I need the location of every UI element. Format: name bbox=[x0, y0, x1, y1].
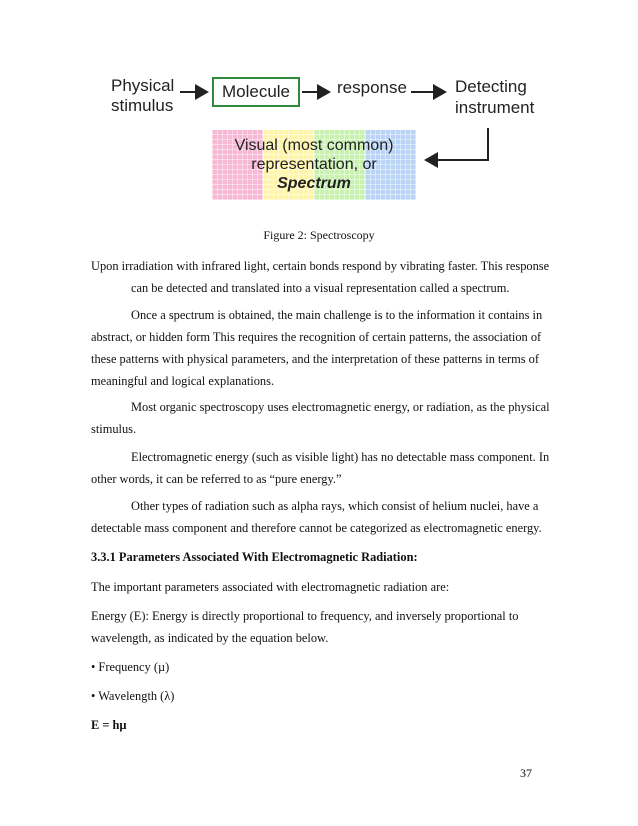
energy-line2: wavelength, as indicated by the equation below. bbox=[91, 631, 329, 645]
p5-line2: detectable mass component and therefore cannot be categorized as electromagnetic energy. bbox=[91, 521, 542, 535]
energy-equation: E = hµ bbox=[91, 718, 127, 732]
section-heading: 3.3.1 Parameters Associated With Electromagnetic Radiation: bbox=[91, 550, 418, 564]
intro-text: The important parameters associated with electromagnetic radiation are: bbox=[91, 580, 450, 594]
bullet-frequency: • Frequency (µ) bbox=[91, 660, 170, 674]
p2-line1: Once a spectrum is obtained, the main challenge is to the information it contains in bbox=[131, 308, 543, 322]
energy-line1: Energy (E): Energy is directly proportional to frequency, and inversely proportional to bbox=[91, 609, 519, 623]
p2-line3: these patterns with physical parameters, and the interpretation of these patterns in terms of bbox=[91, 352, 539, 366]
p4-line2: other words, it can be referred to as “pure energy.” bbox=[91, 472, 342, 486]
bullet-wavelength: • Wavelength (λ) bbox=[91, 689, 175, 703]
p4-line1: Electromagnetic energy (such as visible light) has no detectable mass component. In bbox=[131, 450, 550, 464]
p5-line1: Other types of radiation such as alpha rays, which consist of helium nuclei, have a bbox=[131, 499, 539, 513]
p3-line2: stimulus. bbox=[91, 422, 137, 436]
figure-caption: Figure 2: Spectroscopy bbox=[263, 228, 375, 242]
detecting-line1: Detecting bbox=[455, 77, 527, 96]
p1-line2: can be detected and translated into a visual representation called a spectrum. bbox=[131, 281, 510, 295]
p1-line1: Upon irradiation with infrared light, certain bonds respond by vibrating faster. This response bbox=[91, 259, 550, 273]
p2-line2: abstract, or hidden form This requires the recognition of certain patterns, the association of bbox=[91, 330, 542, 344]
arrow-detector-to-spectrum-icon bbox=[426, 128, 488, 160]
detecting-line2: instrument bbox=[455, 98, 535, 117]
figure-arrows bbox=[0, 0, 638, 215]
p3-line1: Most organic spectroscopy uses electromagnetic energy, or radiation, as the physical bbox=[131, 400, 550, 414]
physical-stimulus-line1: Physical bbox=[111, 76, 175, 95]
spectroscopy-figure bbox=[0, 0, 638, 215]
page-number: 37 bbox=[520, 766, 532, 780]
visual-line2: representation, or bbox=[251, 156, 377, 173]
response-label: response bbox=[337, 78, 407, 97]
visual-line1: Visual (most common) bbox=[234, 137, 394, 154]
p2-line4: meaningful and logical explanations. bbox=[91, 374, 275, 388]
visual-line3: Spectrum bbox=[277, 175, 351, 192]
molecule-box: Molecule bbox=[212, 77, 300, 107]
physical-stimulus-line2: stimulus bbox=[111, 96, 174, 115]
